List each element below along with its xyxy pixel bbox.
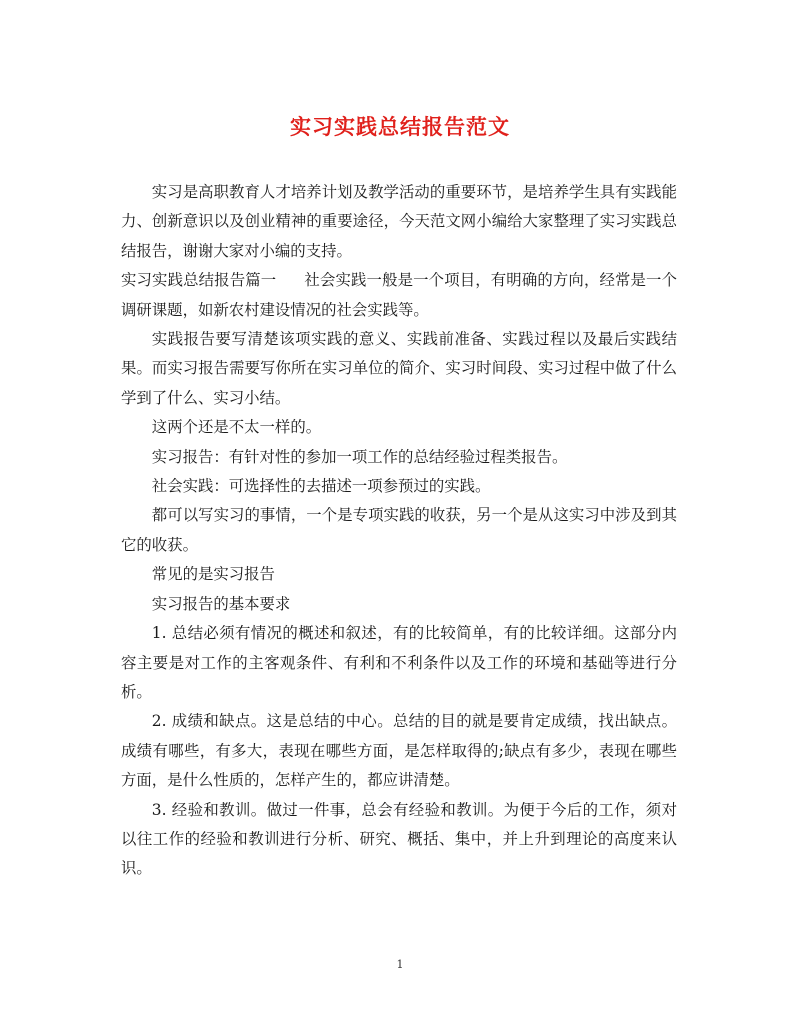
page-number: 1 xyxy=(396,958,404,971)
list-item-1: 1. 总结必须有情况的概述和叙述，有的比较简单，有的比较详细。这部分内容主要是对工作的主客观条件、有利和不利条件以及工作的环境和基础等进行分析。 xyxy=(121,624,677,701)
section-text: 社会实践一般是一个项目，有明确的方向，经常是一个调研课题，如新农村建设情况的社会实践等。 xyxy=(121,271,677,319)
list-item-2: 2. 成绩和缺点。这是总结的中心。总结的目的就是要肯定成绩，找出缺点。成绩有哪些，有多大，表现在哪些方面，是怎样取得的;缺点有多少，表现在哪些方面，是什么性质的，怎样产生的，都应讲清楚。 xyxy=(121,712,677,790)
paragraph-1: 实践报告要写清楚该项实践的意义、实践前准备、实践过程以及最后实践结果。而实习报告需要写你所在实习单位的简介、实习时间段、实习过程中做了什么学到了什么、实习小结。 xyxy=(121,330,677,407)
paragraph-7: 实习报告的基本要求 xyxy=(151,594,291,613)
paragraph-5: 都可以写实习的事情，一个是专项实践的收获，另一个是从这实习中涉及到其它的收获。 xyxy=(121,506,677,554)
paragraph-4: 社会实践：可选择性的去描述一项参预过的实践。 xyxy=(151,477,491,496)
document-body xyxy=(121,178,677,884)
list-item-3: 3. 经验和教训。做过一件事，总会有经验和教训。为便于今后的工作，须对以往工作的经验和教训进行分析、研究、概括、集中，并上升到理论的高度来认识。 xyxy=(121,800,677,878)
paragraph-2: 这两个还是不太一样的。 xyxy=(151,418,322,437)
paragraph-3: 实习报告：有针对性的参加一项工作的总结经验过程类报告。 xyxy=(151,447,568,466)
intro-paragraph: 实习是高职教育人才培养计划及教学活动的重要环节，是培养学生具有实践能力、创新意识以及创业精神的重要途径，今天范文网小编给大家整理了实习实践总结报告，谢谢大家对小编的支持。 xyxy=(121,183,677,260)
document-title: 实习实践总结报告范文 xyxy=(290,114,510,139)
section-heading-line xyxy=(121,266,677,325)
paragraph-6: 常见的是实习报告 xyxy=(151,565,275,584)
section-label: 实习实践总结报告篇一 xyxy=(121,271,277,290)
